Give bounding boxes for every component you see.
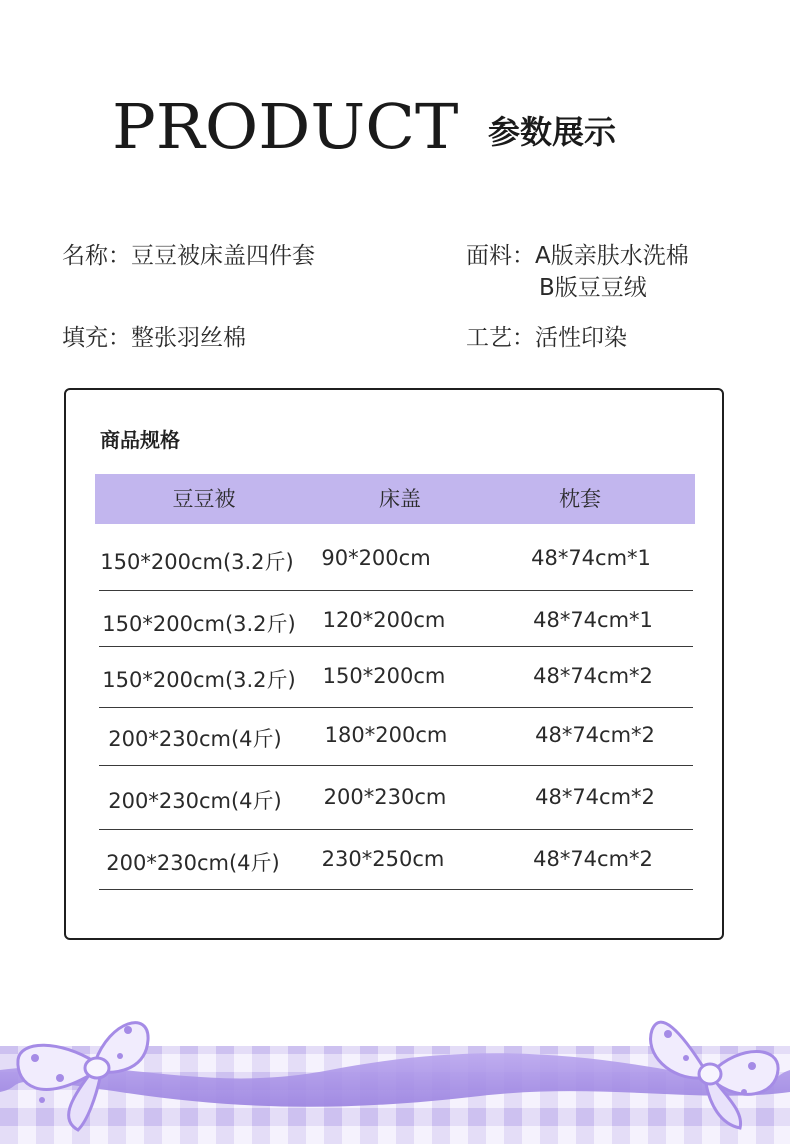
spec-table-header	[95, 474, 695, 524]
info-fabric	[466, 240, 689, 304]
info-craft: 工艺：活性印染	[466, 325, 627, 351]
cell-pillowcase: 48*74cm*2	[533, 664, 653, 688]
column-header-quilt: 豆豆被	[172, 487, 236, 511]
cell-pillowcase: 48*74cm*1	[531, 546, 651, 570]
cell-quilt: 150*200cm(3.2斤)	[102, 612, 296, 636]
cell-bedspread: 90*200cm	[321, 546, 431, 570]
table-row	[99, 765, 693, 830]
decorative-bow-ribbon-banner	[0, 1000, 790, 1144]
cell-quilt: 150*200cm(3.2斤)	[100, 550, 294, 574]
heading-english: PRODUCT	[112, 90, 459, 163]
cell-bedspread: 120*200cm	[322, 608, 446, 632]
table-row	[99, 707, 693, 766]
heading-chinese: 参数展示	[488, 113, 617, 151]
cell-bedspread: 150*200cm	[322, 664, 446, 688]
info-fabric-line2: B版豆豆绒	[539, 275, 647, 301]
cell-bedspread: 180*200cm	[324, 723, 448, 747]
cell-pillowcase: 48*74cm*2	[535, 723, 655, 747]
info-fabric-line1: 面料：A版亲肤水洗棉	[466, 243, 689, 269]
table-row	[99, 829, 693, 890]
column-header-pillowcase: 枕套	[559, 487, 601, 511]
info-filling: 填充：整张羽丝棉	[62, 325, 246, 351]
cell-pillowcase: 48*74cm*2	[535, 785, 655, 809]
column-header-bedspread: 床盖	[379, 487, 421, 511]
cell-bedspread: 230*250cm	[321, 847, 445, 871]
info-name: 名称：豆豆被床盖四件套	[62, 243, 315, 269]
table-row	[99, 524, 693, 591]
cell-quilt: 200*230cm(4斤)	[108, 789, 282, 813]
cell-quilt: 200*230cm(4斤)	[106, 851, 280, 875]
cell-pillowcase: 48*74cm*2	[533, 847, 653, 871]
cell-quilt: 150*200cm(3.2斤)	[102, 668, 296, 692]
table-row	[99, 646, 693, 708]
table-row	[99, 590, 693, 647]
spec-card	[64, 388, 724, 940]
spec-title: 商品规格	[100, 428, 180, 452]
cell-quilt: 200*230cm(4斤)	[108, 727, 282, 751]
cell-bedspread: 200*230cm	[323, 785, 447, 809]
cell-pillowcase: 48*74cm*1	[533, 608, 653, 632]
